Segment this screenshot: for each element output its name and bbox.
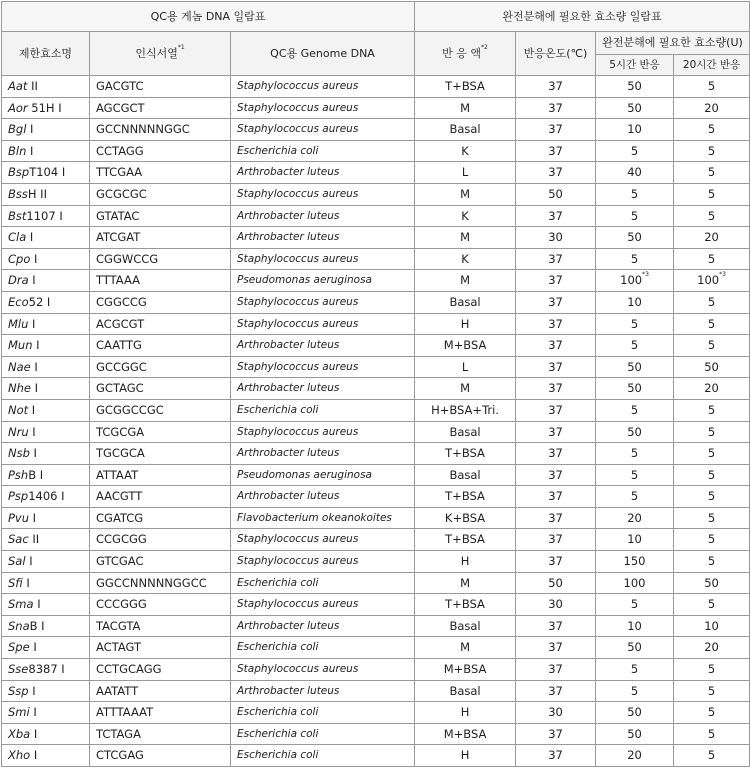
units-5h: 5	[596, 335, 674, 357]
table-row	[2, 140, 750, 162]
temperature: 37	[516, 659, 596, 681]
recognition-sequence: CCCGGG	[90, 594, 231, 616]
enzyme-name: Aat II	[2, 76, 90, 98]
temperature: 37	[516, 486, 596, 508]
units-5h: 5	[596, 205, 674, 227]
units-20h: 20	[674, 378, 750, 400]
units-20h: 5	[674, 551, 750, 573]
recognition-sequence: GGCCNNNNNGGCC	[90, 572, 231, 594]
table-row	[2, 702, 750, 724]
enzyme-name: SnaB I	[2, 615, 90, 637]
units-5h: 10	[596, 529, 674, 551]
genome-organism: Staphylococcus aureus	[231, 183, 415, 205]
units-5h: 100	[596, 572, 674, 594]
table-row	[2, 723, 750, 745]
buffer: T+BSA	[415, 443, 516, 465]
units-20h: 5	[674, 421, 750, 443]
units-20h: 5	[674, 659, 750, 681]
temperature: 37	[516, 119, 596, 141]
enzyme-name: Sse8387 I	[2, 659, 90, 681]
table-row	[2, 745, 750, 767]
genome-organism: Arthrobacter luteus	[231, 205, 415, 227]
temperature: 37	[516, 745, 596, 767]
table-row	[2, 529, 750, 551]
recognition-sequence: GCGCGC	[90, 183, 231, 205]
recognition-sequence: GCCNNNNNGGC	[90, 119, 231, 141]
buffer: H	[415, 745, 516, 767]
buffer: M	[415, 97, 516, 119]
buffer: K	[415, 140, 516, 162]
buffer: K+BSA	[415, 507, 516, 529]
temperature: 37	[516, 162, 596, 184]
table-row	[2, 119, 750, 141]
temperature: 37	[516, 399, 596, 421]
buffer: H	[415, 551, 516, 573]
units-5h: 40	[596, 162, 674, 184]
genome-organism: Pseudomonas aeruginosa	[231, 464, 415, 486]
genome-organism: Staphylococcus aureus	[231, 421, 415, 443]
table-row	[2, 572, 750, 594]
units-5h: 5	[596, 399, 674, 421]
header-enzyme-name: 제한효소명	[2, 32, 90, 76]
table-row	[2, 313, 750, 335]
recognition-sequence: TGCGCA	[90, 443, 231, 465]
temperature: 37	[516, 723, 596, 745]
genome-organism: Staphylococcus aureus	[231, 551, 415, 573]
table-row	[2, 291, 750, 313]
buffer: M	[415, 227, 516, 249]
table-row	[2, 421, 750, 443]
units-5h: 10	[596, 119, 674, 141]
units-20h: 5	[674, 335, 750, 357]
enzyme-name: Xba I	[2, 723, 90, 745]
recognition-sequence: AACGTT	[90, 486, 231, 508]
recognition-sequence: CGGCCG	[90, 291, 231, 313]
buffer: M	[415, 183, 516, 205]
table-row	[2, 227, 750, 249]
genome-organism: Arthrobacter luteus	[231, 378, 415, 400]
table-row	[2, 183, 750, 205]
recognition-sequence: CCTGCAGG	[90, 659, 231, 681]
recognition-sequence: GCTAGC	[90, 378, 231, 400]
genome-organism: Pseudomonas aeruginosa	[231, 270, 415, 292]
table-row	[2, 162, 750, 184]
genome-organism: Staphylococcus aureus	[231, 356, 415, 378]
units-5h: 50	[596, 227, 674, 249]
units-5h: 50	[596, 378, 674, 400]
units-20h: 20	[674, 97, 750, 119]
buffer: M	[415, 637, 516, 659]
recognition-sequence: CAATTG	[90, 335, 231, 357]
enzyme-name: Psp1406 I	[2, 486, 90, 508]
buffer: T+BSA	[415, 594, 516, 616]
buffer: Basal	[415, 464, 516, 486]
enzyme-name: Eco52 I	[2, 291, 90, 313]
genome-organism: Escherichia coli	[231, 637, 415, 659]
units-5h: 20	[596, 507, 674, 529]
buffer: L	[415, 162, 516, 184]
enzyme-name: Bgl I	[2, 119, 90, 141]
genome-organism: Staphylococcus aureus	[231, 313, 415, 335]
recognition-sequence: TCTAGA	[90, 723, 231, 745]
recognition-sequence: TTTAAA	[90, 270, 231, 292]
table-row	[2, 205, 750, 227]
buffer: T+BSA	[415, 529, 516, 551]
buffer: L	[415, 356, 516, 378]
temperature: 37	[516, 97, 596, 119]
enzyme-name: Dra I	[2, 270, 90, 292]
genome-organism: Arthrobacter luteus	[231, 162, 415, 184]
units-5h: 5	[596, 659, 674, 681]
temperature: 50	[516, 572, 596, 594]
enzyme-name: PshB I	[2, 464, 90, 486]
genome-organism: Arthrobacter luteus	[231, 335, 415, 357]
genome-organism: Staphylococcus aureus	[231, 659, 415, 681]
header-buffer: 반 응 액$^{*2}$	[415, 32, 516, 76]
table-row	[2, 659, 750, 681]
buffer: T+BSA	[415, 76, 516, 98]
genome-organism: Flavobacterium okeanokoites	[231, 507, 415, 529]
units-20h: 5	[674, 313, 750, 335]
buffer: M+BSA	[415, 723, 516, 745]
header-sequence: 인식서열$^{*1}$	[90, 32, 231, 76]
enzyme-name: Aor 51H I	[2, 97, 90, 119]
recognition-sequence: ACTAGT	[90, 637, 231, 659]
genome-organism: Arthrobacter luteus	[231, 443, 415, 465]
units-20h: 5	[674, 140, 750, 162]
units-5h: 5	[596, 486, 674, 508]
genome-organism: Staphylococcus aureus	[231, 291, 415, 313]
recognition-sequence: TCGCGA	[90, 421, 231, 443]
recognition-sequence: ATTAAT	[90, 464, 231, 486]
enzyme-name: Nru I	[2, 421, 90, 443]
units-20h: 10	[674, 615, 750, 637]
recognition-sequence: CCGCGG	[90, 529, 231, 551]
genome-organism: Staphylococcus aureus	[231, 119, 415, 141]
enzyme-name: Sal I	[2, 551, 90, 573]
enzyme-name: Nae I	[2, 356, 90, 378]
table-row	[2, 637, 750, 659]
header-genome: QC용 Genome DNA	[231, 32, 415, 76]
units-20h: 5	[674, 291, 750, 313]
units-5h: 50	[596, 76, 674, 98]
temperature: 30	[516, 227, 596, 249]
units-5h: 5	[596, 464, 674, 486]
enzyme-name: BssH II	[2, 183, 90, 205]
enzyme-name: Cla I	[2, 227, 90, 249]
enzyme-name: Sfi I	[2, 572, 90, 594]
enzyme-name: Bst1107 I	[2, 205, 90, 227]
units-20h: 5	[674, 594, 750, 616]
enzyme-name: Sac II	[2, 529, 90, 551]
units-20h: 5	[674, 745, 750, 767]
units-5h: 50	[596, 702, 674, 724]
units-20h: 20	[674, 227, 750, 249]
recognition-sequence: GCGGCCGC	[90, 399, 231, 421]
buffer: M	[415, 572, 516, 594]
units-5h: 100$^{*3}$	[596, 270, 674, 292]
recognition-sequence: ATCGAT	[90, 227, 231, 249]
table-body	[2, 76, 750, 767]
temperature: 37	[516, 313, 596, 335]
temperature: 37	[516, 356, 596, 378]
recognition-sequence: CGGWCCG	[90, 248, 231, 270]
units-20h: 5	[674, 486, 750, 508]
genome-organism: Arthrobacter luteus	[231, 486, 415, 508]
units-20h: 50	[674, 356, 750, 378]
header-20h: 20시간 반응	[674, 55, 750, 76]
temperature: 37	[516, 205, 596, 227]
table-row	[2, 76, 750, 98]
recognition-sequence: TTCGAA	[90, 162, 231, 184]
units-20h: 5	[674, 162, 750, 184]
enzyme-name: Spe I	[2, 637, 90, 659]
buffer: M	[415, 378, 516, 400]
buffer: M+BSA	[415, 335, 516, 357]
units-20h: 5	[674, 529, 750, 551]
table-row	[2, 464, 750, 486]
enzyme-name: Sma I	[2, 594, 90, 616]
table-row	[2, 551, 750, 573]
temperature: 37	[516, 507, 596, 529]
genome-organism: Escherichia coli	[231, 702, 415, 724]
temperature: 37	[516, 335, 596, 357]
units-5h: 5	[596, 140, 674, 162]
genome-organism: Staphylococcus aureus	[231, 594, 415, 616]
recognition-sequence: TACGTA	[90, 615, 231, 637]
table-row	[2, 356, 750, 378]
genome-organism: Staphylococcus aureus	[231, 248, 415, 270]
header-qc-genome: QC용 게놈 DNA 일람표	[2, 2, 415, 32]
temperature: 37	[516, 529, 596, 551]
table-row	[2, 248, 750, 270]
genome-organism: Escherichia coli	[231, 399, 415, 421]
enzyme-name: Nsb I	[2, 443, 90, 465]
temperature: 37	[516, 248, 596, 270]
buffer: Basal	[415, 680, 516, 702]
buffer: H	[415, 313, 516, 335]
temperature: 30	[516, 594, 596, 616]
genome-organism: Staphylococcus aureus	[231, 529, 415, 551]
enzyme-name: Smi I	[2, 702, 90, 724]
units-5h: 50	[596, 97, 674, 119]
units-5h: 5	[596, 183, 674, 205]
recognition-sequence: AGCGCT	[90, 97, 231, 119]
enzyme-name: Not I	[2, 399, 90, 421]
temperature: 37	[516, 140, 596, 162]
units-5h: 50	[596, 723, 674, 745]
enzyme-name: Mun I	[2, 335, 90, 357]
units-5h: 50	[596, 356, 674, 378]
units-20h: 5	[674, 248, 750, 270]
table-row	[2, 270, 750, 292]
units-5h: 50	[596, 421, 674, 443]
temperature: 37	[516, 680, 596, 702]
buffer: H+BSA+Tri.	[415, 399, 516, 421]
temperature: 37	[516, 637, 596, 659]
header-temperature: 반응온도(℃)	[516, 32, 596, 76]
units-20h: 50	[674, 572, 750, 594]
temperature: 37	[516, 615, 596, 637]
units-5h: 5	[596, 594, 674, 616]
genome-organism: Escherichia coli	[231, 140, 415, 162]
temperature: 50	[516, 183, 596, 205]
header-5h: 5시간 반응	[596, 55, 674, 76]
temperature: 37	[516, 421, 596, 443]
temperature: 37	[516, 464, 596, 486]
table-row	[2, 335, 750, 357]
buffer: Basal	[415, 291, 516, 313]
genome-organism: Staphylococcus aureus	[231, 76, 415, 98]
enzyme-name: Xho I	[2, 745, 90, 767]
units-20h: 5	[674, 119, 750, 141]
recognition-sequence: CCTAGG	[90, 140, 231, 162]
genome-organism: Staphylococcus aureus	[231, 97, 415, 119]
table-row	[2, 594, 750, 616]
recognition-sequence: ACGCGT	[90, 313, 231, 335]
temperature: 37	[516, 291, 596, 313]
buffer: K	[415, 248, 516, 270]
buffer: M	[415, 270, 516, 292]
enzyme-name: Pvu I	[2, 507, 90, 529]
recognition-sequence: AATATT	[90, 680, 231, 702]
table-row	[2, 378, 750, 400]
enzyme-name: Cpo I	[2, 248, 90, 270]
buffer: Basal	[415, 421, 516, 443]
genome-organism: Escherichia coli	[231, 745, 415, 767]
units-5h: 20	[596, 745, 674, 767]
temperature: 37	[516, 551, 596, 573]
recognition-sequence: GACGTC	[90, 76, 231, 98]
units-20h: 5	[674, 399, 750, 421]
units-20h: 5	[674, 443, 750, 465]
temperature: 37	[516, 270, 596, 292]
units-5h: 5	[596, 248, 674, 270]
units-5h: 150	[596, 551, 674, 573]
table-row	[2, 486, 750, 508]
temperature: 37	[516, 378, 596, 400]
recognition-sequence: GTATAC	[90, 205, 231, 227]
buffer: M+BSA	[415, 659, 516, 681]
units-20h: 5	[674, 702, 750, 724]
units-20h: 5	[674, 183, 750, 205]
units-20h: 100$^{*3}$	[674, 270, 750, 292]
buffer: T+BSA	[415, 486, 516, 508]
buffer: Basal	[415, 119, 516, 141]
units-5h: 5	[596, 443, 674, 465]
enzyme-name: Nhe I	[2, 378, 90, 400]
genome-organism: Arthrobacter luteus	[231, 680, 415, 702]
table-row	[2, 615, 750, 637]
temperature: 37	[516, 443, 596, 465]
units-20h: 5	[674, 723, 750, 745]
table-row	[2, 680, 750, 702]
header-amount: 완전분해에 필요한 효소량(U)	[596, 32, 750, 55]
units-20h: 20	[674, 637, 750, 659]
genome-organism: Escherichia coli	[231, 723, 415, 745]
recognition-sequence: GCCGGC	[90, 356, 231, 378]
units-5h: 5	[596, 680, 674, 702]
enzyme-name: Ssp I	[2, 680, 90, 702]
genome-organism: Arthrobacter luteus	[231, 227, 415, 249]
recognition-sequence: CGATCG	[90, 507, 231, 529]
table-row	[2, 399, 750, 421]
header-enzyme-amount: 완전분해에 필요한 효소량 일람표	[415, 2, 750, 32]
table-row	[2, 507, 750, 529]
table-row	[2, 97, 750, 119]
genome-organism: Escherichia coli	[231, 572, 415, 594]
units-20h: 5	[674, 680, 750, 702]
units-5h: 5	[596, 313, 674, 335]
enzyme-name: BspT104 I	[2, 162, 90, 184]
enzyme-name: Mlu I	[2, 313, 90, 335]
enzyme-table	[1, 1, 750, 767]
recognition-sequence: GTCGAC	[90, 551, 231, 573]
buffer: H	[415, 702, 516, 724]
enzyme-name: Bln I	[2, 140, 90, 162]
temperature: 37	[516, 76, 596, 98]
genome-organism: Arthrobacter luteus	[231, 615, 415, 637]
units-5h: 10	[596, 615, 674, 637]
buffer: Basal	[415, 615, 516, 637]
buffer: K	[415, 205, 516, 227]
units-20h: 5	[674, 464, 750, 486]
recognition-sequence: ATTTAAAT	[90, 702, 231, 724]
recognition-sequence: CTCGAG	[90, 745, 231, 767]
units-5h: 50	[596, 637, 674, 659]
table-row	[2, 443, 750, 465]
units-20h: 5	[674, 205, 750, 227]
units-20h: 5	[674, 76, 750, 98]
temperature: 30	[516, 702, 596, 724]
units-5h: 10	[596, 291, 674, 313]
units-20h: 5	[674, 507, 750, 529]
